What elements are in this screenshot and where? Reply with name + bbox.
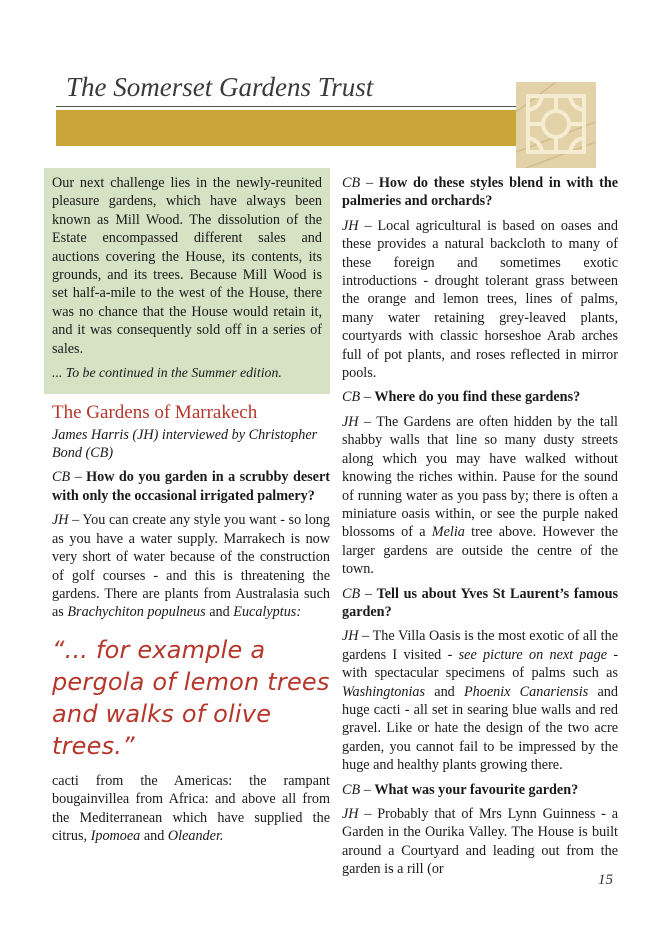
dash: –	[364, 217, 372, 234]
answer-text: The Gardens are often hidden by the tall shabby walls that line so many dusty streets along which you may have walked without knowing the riches within. Pause for the sound of running water as you pass by; there is often a miniature oasis within, or see the purple naked blossoms of a	[342, 413, 619, 541]
question-1	[52, 468, 330, 505]
article-title: The Gardens of Marrakech	[52, 402, 258, 424]
question-3	[342, 388, 618, 406]
answer-text: and	[143, 827, 165, 844]
answer-label: JH	[52, 512, 69, 529]
intro-paragraph: Our next challenge lies in the newly-reunited pleasure gardens, which have always been known as Mill Wood. The dissolution of the Estate encompassed different sales and auctions covering the House, its contents, its grounds, and its trees. Because Mill Wood is set half-a-mile to the west of the House, there was no chance that the House would retain it, and it was consequently sold off in a series of sales.	[52, 175, 322, 357]
left-column	[44, 168, 330, 851]
picture-reference: see picture on next page	[458, 646, 607, 663]
header-rule	[56, 106, 516, 107]
answer-1-continued	[52, 772, 330, 846]
answer-text: - with spectacular specimens of palms such as	[342, 646, 619, 682]
dash: –	[363, 413, 372, 430]
answer-text: and	[209, 604, 230, 621]
question-label: CB	[342, 389, 361, 406]
answer-4	[342, 627, 618, 774]
dash: –	[362, 628, 370, 645]
dash: –	[363, 389, 371, 406]
answer-text: You can create any style you want - so long as you have a water supply. Marrakech is now very short of water because of the construction of golf courses - and this is threatening the gardens. There are plants from Australasia such as	[52, 512, 330, 621]
dash: –	[364, 806, 372, 822]
answer-3	[342, 413, 618, 579]
answer-text: cacti from the Americas: the rampant bougainvillea from Africa: and above all from the Mediterranean which have supplied the citrus,	[52, 772, 330, 844]
dash: –	[72, 512, 80, 529]
answer-label: JH	[342, 628, 359, 645]
plant-name: Ipomoea	[90, 827, 141, 844]
question-5	[342, 781, 618, 799]
answer-1	[52, 511, 330, 621]
question-4	[342, 585, 618, 622]
plant-name: Brachychiton populneus	[67, 604, 206, 621]
pull-quote: “... for example a pergola of lemon trees and walks of olive trees.”	[52, 635, 330, 760]
answer-2	[342, 217, 618, 383]
plant-name: Oleander.	[167, 827, 224, 844]
question-label: CB	[342, 585, 361, 602]
dash: –	[74, 469, 82, 486]
answer-label: JH	[342, 413, 359, 430]
question-text: Tell us about Yves St Laurent’s famous garden?	[342, 585, 618, 620]
question-label: CB	[52, 469, 71, 486]
question-2	[342, 174, 618, 211]
plant-name: Melia	[431, 524, 465, 541]
article-byline: James Harris (JH) interviewed by Christopher Bond (CB)	[52, 427, 318, 462]
dash: –	[364, 585, 372, 602]
somerset-gardens-trust-logo-icon	[516, 82, 596, 168]
answer-text: The Villa Oasis is the most exotic of all the gardens I visited -	[342, 628, 619, 663]
question-text: What was your favourite garden?	[374, 781, 579, 798]
answer-label: JH	[342, 806, 359, 822]
continued-note: ... To be continued in the Summer edition.	[52, 365, 282, 381]
answer-text: and	[434, 683, 455, 700]
answer-5	[342, 805, 618, 879]
question-label: CB	[342, 175, 361, 191]
right-column	[342, 174, 618, 885]
answer-text: and huge cacti - all set in searing blue walls and red gravel. Like or hate the design of the two acre garden, you cannot fail to be impressed by the huge and healthy plants growing there.	[342, 683, 618, 774]
question-text: Where do you find these gardens?	[374, 389, 581, 406]
question-text: How do these styles blend in with the palmeries and orchards?	[342, 175, 619, 210]
header-gold-band	[56, 110, 518, 146]
intro-box	[44, 168, 330, 394]
page-number: 15	[598, 872, 613, 888]
question-text: How do you garden in a scrubby desert with only the occasional irrigated palmery?	[52, 469, 330, 504]
question-label: CB	[342, 781, 361, 798]
plant-name: Washingtonias	[342, 683, 426, 700]
answer-text: Probably that of Mrs Lynn Guinness - a Garden in the Ourika Valley. The House is built around a Courtyard and leading out from the garden is a rill (or	[342, 806, 618, 878]
answer-text: Local agricultural is based on oases and these provides a natural backcloth to many of these foreign and sometimes exotic introductions - drought tolerant grass between the orange and lemon trees, lines of palms, many water retaining grey-leaved plants, courtyards with classic horseshoe Arab arches full of pot plants, and roses reflected in mirror pools.	[342, 217, 618, 382]
plant-name: Phoenix Canariensis	[463, 683, 589, 700]
dash: –	[365, 175, 374, 191]
article-body-left	[44, 468, 330, 845]
answer-text: tree above. However the larger gardens are outside the centre of the town.	[342, 524, 619, 578]
dash: –	[363, 781, 371, 798]
page-title: The Somerset Gardens Trust	[66, 72, 374, 102]
plant-name: Eucalyptus:	[233, 604, 302, 621]
answer-label: JH	[342, 217, 359, 234]
